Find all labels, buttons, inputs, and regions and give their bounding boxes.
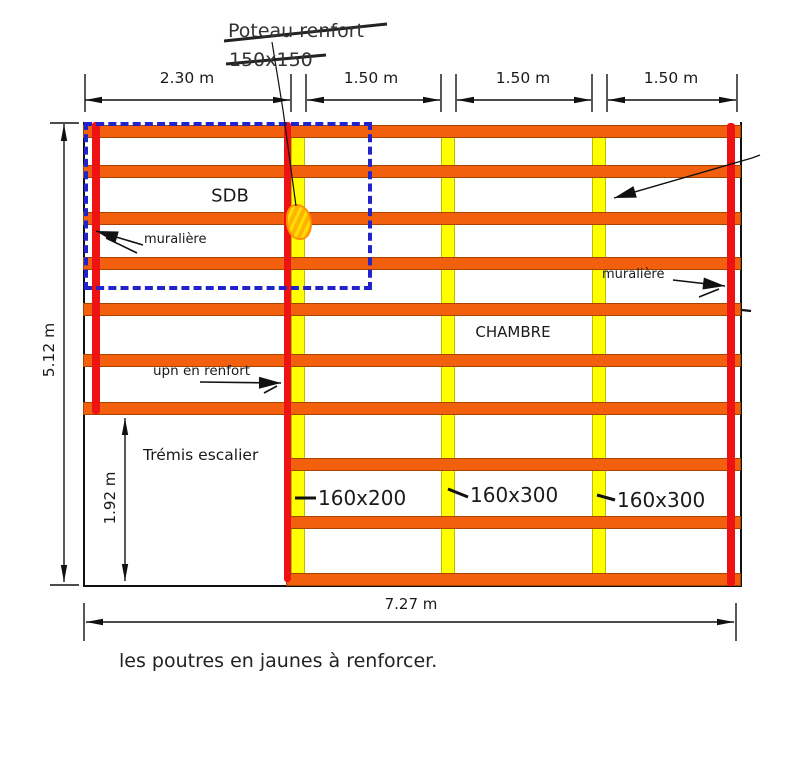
dim-top-1: 2.30 m	[159, 69, 215, 87]
stairwell-label: Trémis escalier	[143, 446, 259, 464]
struck-note-line2: 150x150	[229, 49, 313, 71]
dim-top-3: 1.50 m	[495, 69, 551, 87]
yellow-beam-pointer-arrow	[614, 155, 760, 311]
dim-bottom: 7.27 m	[384, 595, 438, 613]
beam-size-label-1: 160x200	[318, 486, 407, 510]
upn-label: upn en renfort	[153, 363, 251, 379]
dim-top-2: 1.50 m	[343, 69, 399, 87]
room-label-chambre: CHAMBRE	[475, 323, 551, 341]
room-label-sdb: SDB	[211, 185, 249, 207]
upn-arrow	[200, 382, 281, 393]
muraliere-left-arrow	[96, 231, 143, 253]
struck-note-line1: Poteau renfort	[228, 20, 364, 42]
dim-stairwell: 1.92 m	[101, 471, 119, 525]
muraliere-right-arrow	[673, 280, 725, 297]
beam-size-label-2: 160x300	[470, 483, 559, 507]
muraliere-right-label: muralière	[602, 267, 665, 282]
dim-left: 5.12 m	[40, 322, 58, 378]
muraliere-left-label: muralière	[144, 232, 207, 247]
beam-size-label-3: 160x300	[617, 488, 706, 512]
caption: les poutres en jaunes à renforcer.	[119, 650, 438, 672]
dim-top-4: 1.50 m	[643, 69, 699, 87]
